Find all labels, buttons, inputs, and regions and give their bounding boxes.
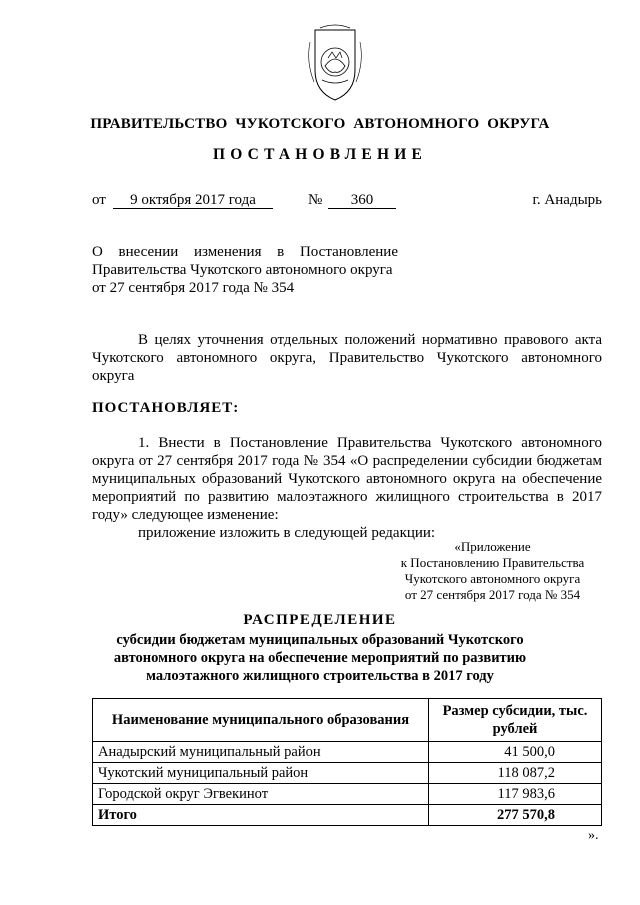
subtitle-line: автономного округа на обеспечение мероприятий по развитию <box>113 650 527 666</box>
date-prefix: от <box>92 192 106 208</box>
number-prefix: № <box>308 192 323 208</box>
closing-quote-mark: ». <box>588 828 599 843</box>
decree-title: ПОСТАНОВЛЕНИЕ <box>212 146 428 163</box>
row-amount: 117 983,6 <box>429 784 602 805</box>
number-value: 360 <box>328 193 396 209</box>
date-field <box>113 192 273 209</box>
coat-of-arms-emblem <box>300 22 370 106</box>
appendix-line: от 27 сентября 2017 года № 354 <box>404 587 581 602</box>
distribution-title: РАСПРЕДЕЛЕНИЕ <box>243 612 397 628</box>
column-header-amount: Размер субсидии, тыс. рублей <box>429 699 602 742</box>
appendix-line: «Приложение <box>454 539 531 554</box>
preamble-line: Чукотского автономного округа, Правительство Чукотского автономного <box>92 350 602 366</box>
government-title: ПРАВИТЕЛЬСТВО ЧУКОТСКОГО АВТОНОМНОГО ОКРУГА <box>90 116 550 132</box>
distribution-subtitle <box>0 631 640 685</box>
item-line: округа от 27 сентября 2017 года № 354 «О распределении субсидии бюджетам <box>92 453 602 469</box>
item-line: году» следующее изменение: <box>92 507 279 523</box>
table-row <box>93 742 602 763</box>
subtitle-line: субсидии бюджетам муниципальных образований Чукотского <box>116 632 524 648</box>
row-name: Чукотский муниципальный район <box>93 763 429 784</box>
number-field <box>328 192 396 209</box>
table-total-row <box>93 805 602 826</box>
table-row <box>93 784 602 805</box>
item-line: муниципальных образований Чукотского автономного округа на обеспечение <box>92 471 602 487</box>
appendix-line: Чукотского автономного округа <box>404 571 581 586</box>
subject-line: от 27 сентября 2017 года № 354 <box>92 280 295 296</box>
total-label: Итого <box>93 805 429 826</box>
subject-line: О внесении изменения в Постановление <box>92 244 398 260</box>
row-name: Городской округ Эгвекинот <box>93 784 429 805</box>
table-header-row <box>93 699 602 742</box>
item-line: 1. Внести в Постановление Правительства Чукотского автономного <box>138 435 602 451</box>
subtitle-line: малоэтажного жилищного строительства в 2017 году <box>146 668 494 684</box>
preamble-line: В целях уточнения отдельных положений нормативно правового акта <box>138 332 602 348</box>
appendix-line: к Постановлению Правительства <box>400 555 585 570</box>
resolves-heading: ПОСТАНОВЛЯЕТ: <box>92 400 240 416</box>
table-row <box>93 763 602 784</box>
row-name: Анадырский муниципальный район <box>93 742 429 763</box>
city: г. Анадырь <box>532 192 602 208</box>
subject-line: Правительства Чукотского автономного округа <box>92 262 393 278</box>
preamble-line: округа <box>92 368 135 384</box>
total-amount: 277 570,8 <box>429 805 602 826</box>
column-header-name: Наименование муниципального образования <box>93 699 429 742</box>
preamble <box>92 331 602 385</box>
row-amount: 118 087,2 <box>429 763 602 784</box>
subsidy-table <box>92 698 602 826</box>
appendix-reference <box>390 539 595 603</box>
item-1 <box>92 434 602 542</box>
row-amount: 41 500,0 <box>429 742 602 763</box>
item-line: приложение изложить в следующей редакции: <box>138 525 436 541</box>
date-value: 9 октября 2017 года <box>113 193 273 209</box>
decree-subject <box>92 243 398 297</box>
item-line: мероприятий по развитию малоэтажного жилищного строительства в 2017 <box>92 489 602 505</box>
